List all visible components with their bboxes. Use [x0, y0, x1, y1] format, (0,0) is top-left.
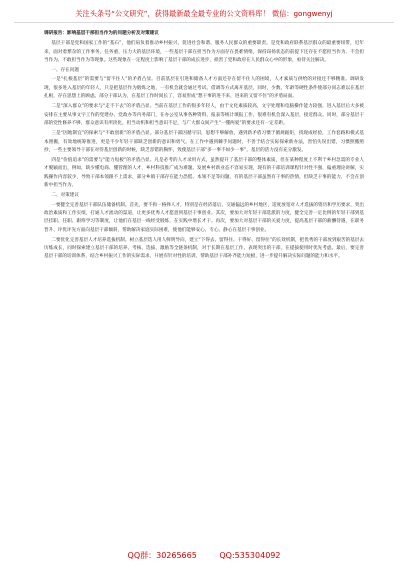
section-heading: 一、存在问题 — [51, 68, 79, 74]
body-paragraph: 一是“扎根基层”的需要与“留不住人”的矛盾凸显。目前基层在引进和储备人才方面还存在留不住人的困境，人才素质与供给的对接还不够精准。调研发现，很多进入基层的年轻人，只是把基层作为锻炼之地，一有机会就会通过考试、借调等方式离开基层，同时，少数、年龄等硬性条件使部分同志难以在基层扎根，存在思想上的顾虑。部分干部认为，在基层工作时间长了，容易形成“想干事的进不来，进来的又留不住”的矛盾局面。 — [44, 77, 364, 100]
footer — [0, 548, 408, 564]
body-paragraph: 三是“因地制宜”的探索与“不敢创新”的矛盾凸显。部分基层干部因循守旧，思想不够解放，遇到新矛盾习惯于循规蹈矩，找现成经验，工作套路和模式基本照搬，有效地统筹推进，更是不少年轻干部缺乏创新的意识和勇气。在工作中遇到棘手问题时，不善于结合实际探索新办法，害怕失误出错，习惯照搬照抄，一些主要领导干部在对待基层创新的时候，缺乏容错的胸怀，致使基层干部“多一事不如少一事”，基层的活力没有充分激发。 — [44, 131, 364, 153]
body-paragraph: 二要优化完善基层人才培养选拔机制。树立基层选人用人鲜明导向，建立“下得去、留得住、干得好、留得住”的长效机制，把优秀的干部放到艰苦的基层去历练成长，同时探索建立基层干部的培养、考核、选拔、激励等全链条机制，对于长期在基层工作、表现突出的干部，在提拔使用时优先考虑。最后，要完善基层干部的培训体系，结合乡村振兴工作的实际需求，开展有针对性的培训，帮助基层干部补齐能力短板，进一步提升解决实际问题的能力和水平。 — [44, 237, 364, 260]
body-paragraph: 四是“价值追求”的需要与“能力短板”的矛盾凸显。凡是必考的人才录用方式，虽然提升了基层干部的整体素质，但在某种程度上不利于乡村急需的专业人才脱颖而出，例如，缺少懂电商、懂管理的人才，乡村科技推广成为难题。发展乡村新业态不容易实现，现有的干部培训课程针对性不强，偏重理论讲解，实践操作内容较少，导致干部本领跟不上需求，部分乡镇干部存在能力恐慌、本领不足等问题，有的基层干部虽然有干事的热情，但缺乏干事的能力，不会在创新中担当作为。 — [44, 158, 364, 189]
qq-contact-label: QQ:535304092 — [219, 551, 281, 560]
header-banner: 关注头条号“公文研究”，获得最新最全最专业的公文资料库！ 微信：gongwenyj — [14, 6, 394, 23]
body-paragraph: 一要健全完善基层干部队伍储备机制。首先，要不拘一格择人才，特别是在经济落后、交通偏远的乡村地区，适度放宽对人才选拔的资历和学历要求，突出政治素质和工作实绩，打通人才流动的渠道，让更多优秀人才愿意到基层干事创业。其次，要加大对年轻干部选派的力度，健全完善一定比例的年轻干部到基层挂职、任职、跟班学习等制度，让他们在基层一线经受锻炼，在实践中增长才干。再次，要加大对基层干部的关爱力度，提高基层干部的薪酬待遇，在职务晋升、评优评先方面向基层干部倾斜，帮助解决家庭实际困难，使他们能够安心、专心、静心在基层干事创业。 — [44, 202, 364, 233]
document-title: 调研报告：影响基层干部担当作为的问题分析及对策建议 — [44, 31, 159, 36]
document-body — [44, 30, 364, 540]
section-heading: 二、对策建议 — [51, 193, 79, 199]
body-paragraph: 二是“深入群众”的要求与“走不下去”的矛盾凸显。当前在基层工作的很多年轻人，由于文化素质较高，文字处理和电脑操作能力较强，进入基层后大多被安排在主要从事文字工作的党建办、党政办等内务部门，在办公室从事各种资料、报表等统计填报工作，很难有机会深入基层，接近群众。同时，部分基层干部的党性修养不够，群众意识有所淡化，担当动机和担当意识不足，与广大群众间产生“一懂两爱”的要求还有一定差距。 — [44, 104, 364, 126]
qq-group-label: QQ群：30265665 — [127, 551, 197, 560]
body-paragraph: 基层干部是党和国家工作的“基石”，他们肩负着推动乡村振兴、促进社会和谐、服务人民群众的重要职责。是党和政府联系基层群众的最重要纽带，近年来，面对着繁杂的工作事务、任务重、压力大的基层环境，一些基层干部在担当作为方面存在畏难情绪，保持昂扬状态的前提下还存在不愿担当作为、不会担当作为、不敢担当作为等现象。这些现象在一定程度上影响了基层干部的成长进步，损害了党和政府在人民群众心中的形象，亟待关注解决。 — [44, 41, 364, 63]
